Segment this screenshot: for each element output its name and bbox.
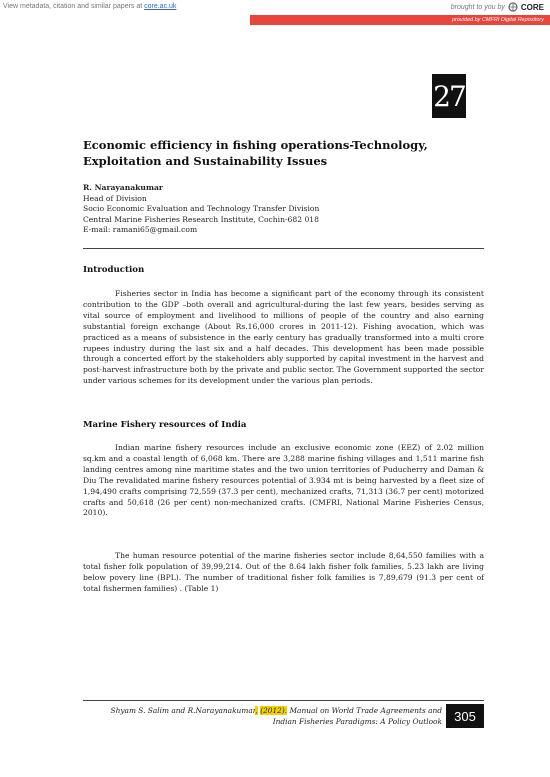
footer-authors: Shyam S. Salim and R.Narayanakumar <box>110 706 256 715</box>
footer-book-subtitle: Indian Fisheries Paradigms: A Policy Outlook <box>272 717 442 726</box>
footer-book-title: Manual on World Trade Agreements and <box>289 706 442 715</box>
author-email: E-mail: ramani65@gmail.com <box>83 225 198 234</box>
footer-comma: , <box>255 706 258 715</box>
section-heading-marine-resources: Marine Fishery resources of India <box>83 420 247 430</box>
author-line: Central Marine Fisheries Research Institute, Cochin-682 018 <box>83 214 319 224</box>
header-divider <box>83 248 484 249</box>
author-name: R. Narayanakumar <box>83 183 163 192</box>
author-line: Head of Division <box>83 193 147 203</box>
introduction-paragraph: Fisheries sector in India has become a significant part of the economy through its consistent contribution to the GDP –both overall and agricultural-during the last few years, besides serving as vital source of employment and livelihood to millions of people of the country and also earning substantial foreign exchange (About Rs.16,000 crores in 2011-12). Fishing avocation, which was practiced as a means of subsistence in the early century has gradually transformed into a multi crore rupees industry during the last six and a half decades. This development has been made possible through a concerted effort by the stakeholders ably supported by capital investment in the harvest and post-harvest infrastructure both by the private and public sector. The Government supported the sector under various schemes for its development under the various plan periods. <box>83 289 484 386</box>
document-title: Economic efficiency in fishing operations-Technology, Exploitation and Sustainability Issues <box>83 138 428 168</box>
author-line: Socio Economic Evaluation and Technology Transfer Division <box>83 204 320 213</box>
core-link[interactable]: core.ac.uk <box>144 3 177 10</box>
page-number: 305 <box>446 704 484 728</box>
section-heading-introduction: Introduction <box>83 265 145 275</box>
core-metadata-bar <box>0 0 550 15</box>
provided-by-banner[interactable]: provided by CMFRI Digital Repository <box>250 15 550 25</box>
human-resources-paragraph: The human resource potential of the marine fisheries sector include 8,64,550 families with a total fisher folk population of 39,99,214. Out of the 8.64 lakh fisher folk families, 5.23 lakh are living below povery line (BPL). The number of traditional fisher folk families is 7,89,679 (91.3 per cent of total fishermen families) . (Table 1) <box>83 551 484 593</box>
author-block <box>83 183 319 236</box>
core-metadata-text: View metadata, citation and similar papers at core.ac.uk <box>3 3 177 10</box>
marine-resources-paragraph: Indian marine fishery resources include an exclusive economic zone (EEZ) of 2.02 million sq.km and a coastal length of 6,068 km. There are 3,288 marine fishing villages and 1,511 marine fish landing centres among nine maritime states and the two union territories of Puducherry and Daman & Diu The revalidated marine fishery resources potential of 3.934 mt is being harvested by a fleet size of 1,94,490 crafts comprising 72,559 (37.3 per cent), mechanized crafts, 71,313 (36.7 per cent) motorized crafts and 50,618 (26 per cent) non-mechanized crafts. (CMFRI, National Marine Fisheries Census, 2010). <box>83 443 484 518</box>
core-branding[interactable] <box>451 2 544 12</box>
footer-citation <box>90 705 442 727</box>
core-logo-icon <box>508 2 518 12</box>
chapter-number: 27 <box>432 74 466 118</box>
footer-year: (2012). <box>260 706 288 715</box>
brought-by-text: brought to you by <box>450 3 505 11</box>
core-brand: CORE <box>520 2 544 12</box>
footer-divider <box>83 700 484 701</box>
